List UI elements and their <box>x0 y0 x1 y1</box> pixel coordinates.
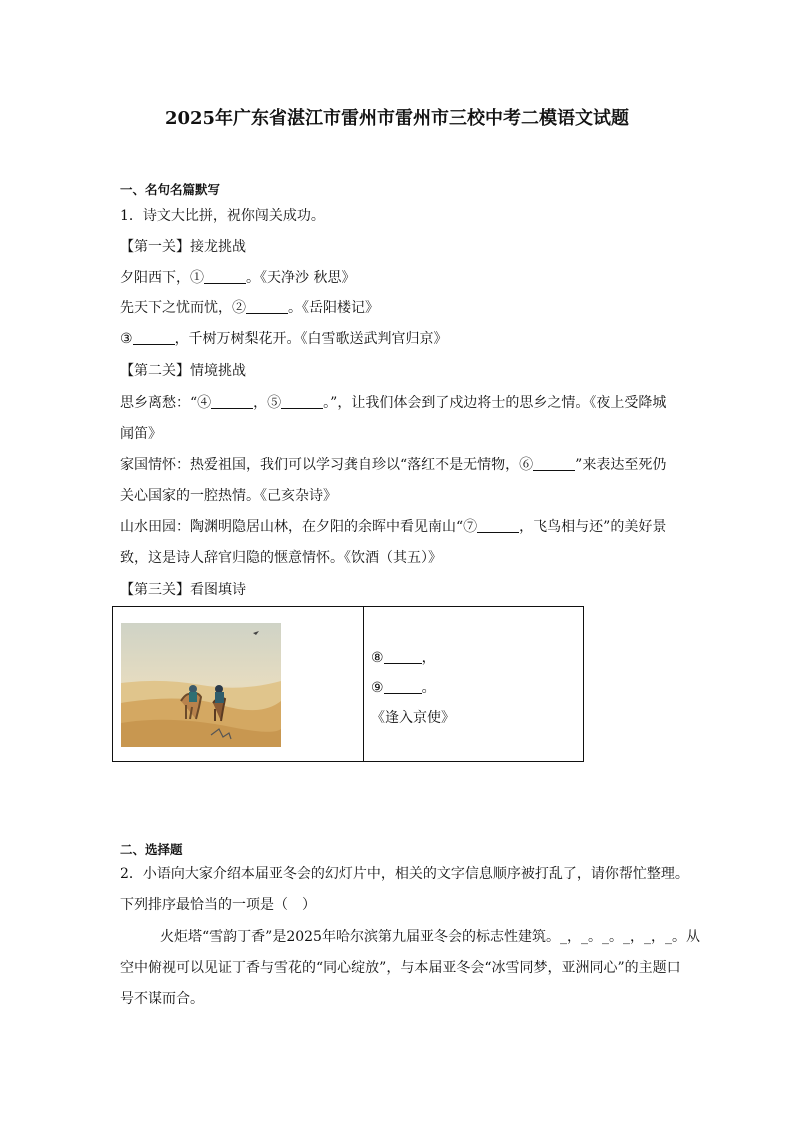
section-heading-1: 一、名句名篇默写 <box>120 182 221 197</box>
line-wrap: 致，这是诗人辞官归隐的惬意情怀。《饮酒（其五）》 <box>120 550 442 566</box>
blank-line-9 <box>371 677 436 697</box>
answer-blank[interactable] <box>211 394 253 409</box>
section-heading-2: 二、选择题 <box>120 842 183 857</box>
blank-number: ⑤ <box>267 395 282 411</box>
line-text: 家国情怀：热爱祖国，我们可以学习龚自珍以“落红不是无情物， <box>120 457 520 473</box>
blank-number: ⑦ <box>463 519 478 535</box>
poem-source: 《逢入京使》 <box>371 710 455 726</box>
line-text: ，飞鸟相与还”的美好景 <box>519 519 667 535</box>
blank-number: ③ <box>120 331 133 347</box>
page-title: 2025年广东省湛江市雷州市雷州市三校中考二模语文试题 <box>164 108 630 129</box>
line-wrap: 闻笛》 <box>120 426 162 442</box>
line-text: 。 <box>421 680 436 696</box>
blank-number: ② <box>232 300 246 316</box>
blank-line-6 <box>120 455 666 475</box>
answer-blank[interactable] <box>204 269 246 284</box>
question-1: 1．诗文大比拼，祝你闯关成功。 <box>120 208 325 224</box>
poem-picture-table <box>112 606 584 762</box>
answer-blank[interactable] <box>533 456 575 471</box>
line-text: 。《天净沙 秋思》 <box>246 270 356 286</box>
answer-blank[interactable] <box>246 299 288 314</box>
line-text: 夕阳西下， <box>120 270 190 286</box>
line-text: ，千树万树梨花开。《白雪歌送武判官归京》 <box>174 331 448 347</box>
blank-number: ⑨ <box>371 680 384 696</box>
blank-number: ① <box>190 270 204 286</box>
blank-number: ⑧ <box>371 650 384 666</box>
level-2-heading: 【第二关】情境挑战 <box>120 363 246 379</box>
blank-line-2 <box>120 298 379 318</box>
answer-blank[interactable] <box>477 518 519 533</box>
blank-line-7 <box>120 517 666 537</box>
answer-blank[interactable] <box>384 649 422 664</box>
level-3-heading: 【第三关】看图填诗 <box>120 582 246 598</box>
line-wrap: 关心国家的一腔热情。《己亥杂诗》 <box>120 488 337 504</box>
line-text: 思乡离愁：“ <box>120 395 198 411</box>
blank-line-1 <box>120 268 355 288</box>
passage-line-3: 号不谋而合。 <box>120 991 204 1007</box>
blank-number: ⑥ <box>519 457 534 473</box>
line-text: 。《岳阳楼记》 <box>288 300 379 316</box>
blank-line-8 <box>371 647 436 667</box>
answer-blank[interactable] <box>384 679 422 694</box>
line-text: 。”，让我们体会到了戍边将士的思乡之情。《夜上受降城 <box>323 395 667 411</box>
blank-line-4-5 <box>120 393 666 413</box>
line-text: ”来表达至死仍 <box>575 457 667 473</box>
question-2: 2．小语向大家介绍本届亚冬会的幻灯片中，相关的文字信息顺序被打乱了，请你帮忙整理。 <box>120 866 689 882</box>
desert-riders-illustration <box>121 623 281 747</box>
answer-blank[interactable] <box>133 330 175 345</box>
passage-line-1: 火炬塔“雪韵丁香”是2025年哈尔滨第九届亚冬会的标志性建筑。_，_。_。_，_，_。从 <box>160 929 700 945</box>
level-1-heading: 【第一关】接龙挑战 <box>120 239 246 255</box>
line-text: ， <box>253 395 268 411</box>
answer-blank[interactable] <box>281 394 323 409</box>
question-2-wrap: 下列排序最恰当的一项是（ ） <box>120 897 316 913</box>
blank-number: ④ <box>197 395 212 411</box>
line-text: 先天下之忧而忧， <box>120 300 232 316</box>
table-divider <box>363 607 364 761</box>
blank-line-3 <box>120 329 448 349</box>
line-text: ， <box>421 650 436 666</box>
passage-line-2: 空中俯视可以见证丁香与雪花的“同心绽放”，与本届亚冬会“冰雪同梦，亚洲同心”的主题口 <box>120 960 681 976</box>
line-text: 山水田园：陶渊明隐居山林，在夕阳的余晖中看见南山“ <box>120 519 464 535</box>
